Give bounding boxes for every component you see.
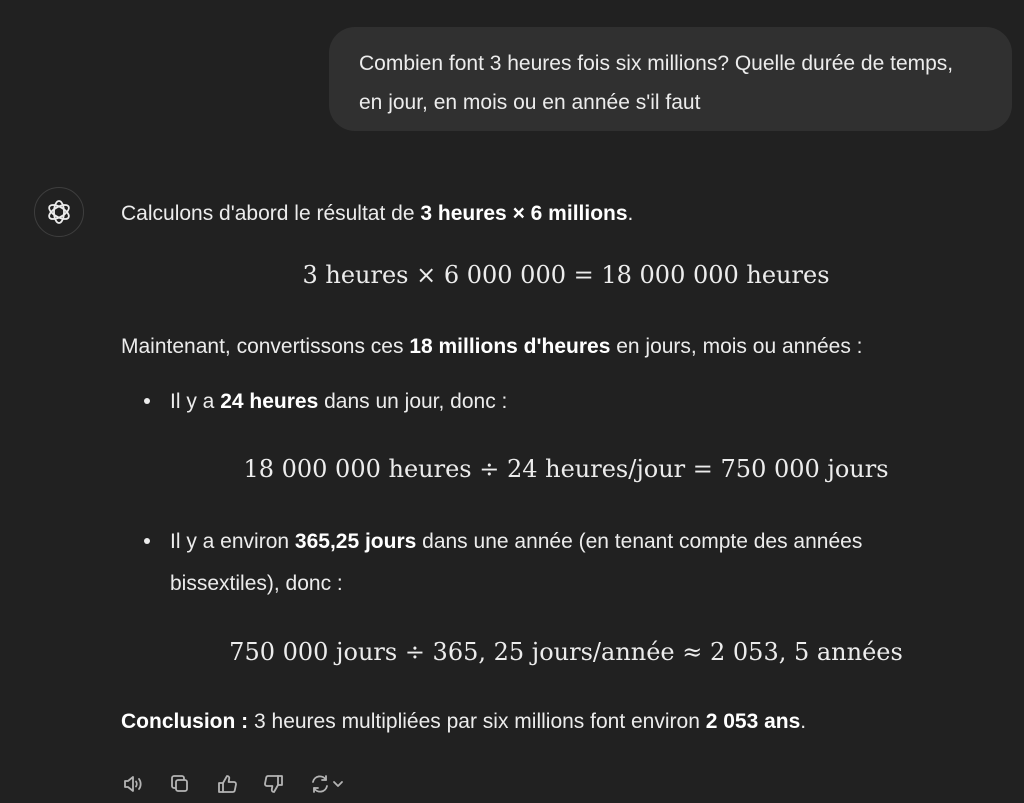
intro-text: Calculons d'abord le résultat de — [121, 202, 421, 225]
intro-end: . — [627, 202, 634, 225]
conclusion-end: . — [800, 710, 807, 733]
speaker-icon — [122, 773, 144, 795]
good-response-button[interactable] — [212, 769, 242, 799]
equation-years: 750 000 jours ÷ 365, 25 jours/année ≈ 2 053, 5 années — [229, 638, 903, 666]
conclusion-paragraph — [121, 702, 806, 741]
read-aloud-button[interactable] — [118, 769, 148, 799]
copy-icon — [169, 773, 191, 795]
user-message-bubble — [329, 27, 1012, 131]
bullet-years-bold: 365,25 jours — [294, 530, 417, 553]
thumbs-down-icon — [263, 773, 285, 795]
chevron-down-icon — [331, 777, 345, 791]
conclusion-label: Conclusion : — [121, 710, 249, 733]
conversion-text: Maintenant, convertissons ces — [121, 335, 410, 358]
conversion-bold: 18 millions d'heures — [409, 335, 611, 358]
bad-response-button[interactable] — [259, 769, 289, 799]
conversion-paragraph — [121, 327, 863, 366]
bullet-years-line2: bissextiles), donc : — [170, 572, 343, 595]
assistant-avatar — [34, 187, 84, 237]
intro-bold: 3 heures × 6 millions — [420, 202, 628, 225]
regenerate-icon — [309, 773, 331, 795]
conclusion-text: 3 heures multipliées par six millions font environ — [248, 710, 706, 733]
message-actions-toolbar — [118, 766, 365, 802]
bullet-years — [170, 522, 862, 561]
intro-paragraph — [121, 194, 633, 233]
conclusion-result: 2 053 ans — [705, 710, 801, 733]
bullet-dot — [144, 538, 150, 544]
bullet-days-text: Il y a — [170, 390, 221, 413]
bullet-days-bold: 24 heures — [220, 390, 319, 413]
user-message-text: Combien font 3 heures fois six millions? Quelle durée de temps, en jour, en mois ou en année s'il faut — [359, 52, 954, 114]
bullet-years-end: dans une année (en tenant compte des années — [416, 530, 863, 553]
bullet-dot — [144, 398, 150, 404]
equation-multiplication: 3 heures × 6 000 000 = 18 000 000 heures — [302, 261, 830, 289]
equation-days: 18 000 000 heures ÷ 24 heures/jour = 750 000 jours — [243, 455, 889, 483]
bullet-years-text: Il y a environ — [170, 530, 295, 553]
regenerate-button[interactable] — [306, 769, 348, 799]
bullet-days — [170, 382, 507, 421]
bullet-days-end: dans un jour, donc : — [318, 390, 508, 413]
thumbs-up-icon — [216, 773, 238, 795]
openai-logo-icon — [45, 198, 73, 226]
conversion-end: en jours, mois ou années : — [610, 335, 863, 358]
copy-button[interactable] — [165, 769, 195, 799]
